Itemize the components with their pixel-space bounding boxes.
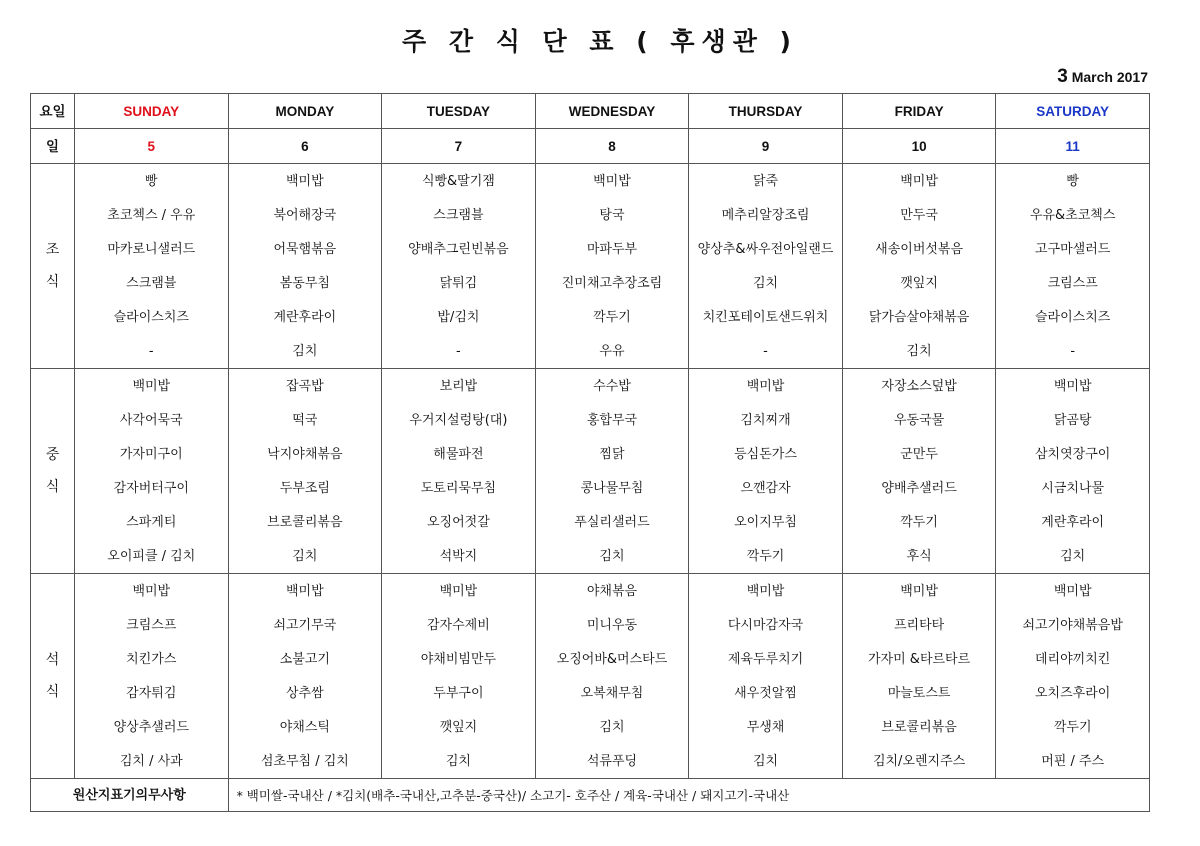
menu-cell: 백미밥 xyxy=(75,574,229,609)
menu-cell: 어묵햄볶음 xyxy=(228,232,382,266)
meal-label xyxy=(31,164,75,369)
date-cell: 9 xyxy=(689,129,843,164)
meal-block xyxy=(31,164,1150,369)
menu-cell: 깍두기 xyxy=(842,505,996,539)
menu-cell: 밥/김치 xyxy=(382,300,536,334)
menu-cell: 두부구이 xyxy=(382,676,536,710)
menu-cell: 으깬감자 xyxy=(689,471,843,505)
menu-cell: 식빵&딸기잼 xyxy=(382,164,536,199)
menu-cell: 우유&초코첵스 xyxy=(996,198,1150,232)
menu-cell: 치킨가스 xyxy=(75,642,229,676)
menu-cell: 마늘토스트 xyxy=(842,676,996,710)
meal-label-char: 식 xyxy=(45,684,60,700)
weekly-menu-table xyxy=(30,93,1150,812)
menu-cell: 낙지야채볶음 xyxy=(228,437,382,471)
menu-cell: 야채스틱 xyxy=(228,710,382,744)
menu-cell: - xyxy=(75,334,229,369)
menu-cell: 계란후라이 xyxy=(228,300,382,334)
menu-row xyxy=(31,608,1150,642)
menu-cell: 프리타타 xyxy=(842,608,996,642)
day-header-friday: FRIDAY xyxy=(842,94,996,129)
menu-cell: 북어해장국 xyxy=(228,198,382,232)
origin-text: * 백미쌀-국내산 / *김치(배추-국내산,고추분-중국산)/ 소고기- 호주산 / 계육-국내산 / 돼지고기-국내산 xyxy=(228,779,1149,812)
meal-label-char: 조 xyxy=(45,242,60,258)
day-header-monday: MONDAY xyxy=(228,94,382,129)
menu-row xyxy=(31,369,1150,404)
menu-cell: 푸실리샐러드 xyxy=(535,505,689,539)
menu-cell: 닭곰탕 xyxy=(996,403,1150,437)
date-cell: 5 xyxy=(75,129,229,164)
menu-cell: 떡국 xyxy=(228,403,382,437)
menu-cell: - xyxy=(996,334,1150,369)
menu-cell: 새송이버섯볶음 xyxy=(842,232,996,266)
date-row xyxy=(31,129,1150,164)
menu-cell: 사각어묵국 xyxy=(75,403,229,437)
menu-row xyxy=(31,300,1150,334)
menu-cell: 깍두기 xyxy=(996,710,1150,744)
menu-cell: 김치 xyxy=(689,744,843,779)
menu-cell: 무생채 xyxy=(689,710,843,744)
day-header-saturday: SATURDAY xyxy=(996,94,1150,129)
menu-cell: 쇠고기야채볶음밥 xyxy=(996,608,1150,642)
menu-cell: 백미밥 xyxy=(382,574,536,609)
menu-row xyxy=(31,403,1150,437)
menu-cell: 치킨포테이토샌드위치 xyxy=(689,300,843,334)
menu-cell: 양배추샐러드 xyxy=(842,471,996,505)
menu-cell: 양상추&싸우전아일랜드 xyxy=(689,232,843,266)
menu-cell: 백미밥 xyxy=(996,369,1150,404)
menu-cell: 깻잎지 xyxy=(382,710,536,744)
menu-cell: 야채볶음 xyxy=(535,574,689,609)
menu-row xyxy=(31,266,1150,300)
menu-cell: 오징어젓갈 xyxy=(382,505,536,539)
menu-cell: 김치/오렌지주스 xyxy=(842,744,996,779)
menu-cell: 미니우동 xyxy=(535,608,689,642)
menu-cell: 김치 xyxy=(996,539,1150,574)
menu-cell: 석박지 xyxy=(382,539,536,574)
menu-cell: 오징어바&머스타드 xyxy=(535,642,689,676)
menu-cell: 감자수제비 xyxy=(382,608,536,642)
day-header-thursday: THURSDAY xyxy=(689,94,843,129)
menu-cell: 등심돈가스 xyxy=(689,437,843,471)
meal-block xyxy=(31,369,1150,574)
menu-cell: 수수밥 xyxy=(535,369,689,404)
menu-cell: 백미밥 xyxy=(842,574,996,609)
day-header-sunday: SUNDAY xyxy=(75,94,229,129)
menu-cell: 진미채고추장조림 xyxy=(535,266,689,300)
menu-cell: 우거지설렁탕(대) xyxy=(382,403,536,437)
menu-row xyxy=(31,744,1150,779)
date-cell: 11 xyxy=(996,129,1150,164)
menu-cell: 해물파전 xyxy=(382,437,536,471)
date-cell: 7 xyxy=(382,129,536,164)
menu-cell: 백미밥 xyxy=(996,574,1150,609)
menu-cell: 브로콜리볶음 xyxy=(842,710,996,744)
menu-cell: - xyxy=(382,334,536,369)
menu-cell: 삼치엿장구이 xyxy=(996,437,1150,471)
meal-label xyxy=(31,574,75,779)
menu-cell: 김치찌개 xyxy=(689,403,843,437)
meal-label-char: 식 xyxy=(45,479,60,495)
day-header-row xyxy=(31,94,1150,129)
menu-cell: 찜닭 xyxy=(535,437,689,471)
menu-cell: 스파게티 xyxy=(75,505,229,539)
menu-row xyxy=(31,539,1150,574)
menu-cell: 오이피클 / 김치 xyxy=(75,539,229,574)
menu-row xyxy=(31,334,1150,369)
meal-label-char: 식 xyxy=(45,274,60,290)
menu-cell: 빵 xyxy=(996,164,1150,199)
date-row-label: 일 xyxy=(31,129,75,164)
menu-cell: 닭튀김 xyxy=(382,266,536,300)
menu-cell: 백미밥 xyxy=(228,574,382,609)
menu-cell: 오치즈후라이 xyxy=(996,676,1150,710)
menu-cell: 백미밥 xyxy=(228,164,382,199)
date-month-year: March 2017 xyxy=(1071,69,1148,85)
meal-label xyxy=(31,369,75,574)
menu-cell: 크림스프 xyxy=(996,266,1150,300)
menu-cell: 쇠고기무국 xyxy=(228,608,382,642)
menu-row xyxy=(31,676,1150,710)
menu-cell: 브로콜리볶음 xyxy=(228,505,382,539)
menu-cell: 슬라이스치즈 xyxy=(996,300,1150,334)
menu-cell: 백미밥 xyxy=(842,164,996,199)
menu-cell: 감자튀김 xyxy=(75,676,229,710)
menu-row xyxy=(31,471,1150,505)
menu-cell: 김치 xyxy=(228,334,382,369)
menu-cell: 김치 xyxy=(382,744,536,779)
menu-row xyxy=(31,198,1150,232)
menu-cell: 섬초무침 / 김치 xyxy=(228,744,382,779)
menu-cell: 자장소스덮밥 xyxy=(842,369,996,404)
menu-cell: 새우젓알찜 xyxy=(689,676,843,710)
page-title: 주 간 식 단 표 ( 후생관 ) xyxy=(402,27,798,56)
menu-cell: 후식 xyxy=(842,539,996,574)
menu-cell: 다시마감자국 xyxy=(689,608,843,642)
menu-cell: 마카로니샐러드 xyxy=(75,232,229,266)
menu-cell: 홍합무국 xyxy=(535,403,689,437)
day-header-label: 요일 xyxy=(31,94,75,129)
menu-cell: 두부조림 xyxy=(228,471,382,505)
menu-cell: 양상추샐러드 xyxy=(75,710,229,744)
menu-row xyxy=(31,232,1150,266)
meal-label-char: 석 xyxy=(45,652,60,668)
menu-cell: 군만두 xyxy=(842,437,996,471)
menu-cell: 백미밥 xyxy=(75,369,229,404)
menu-cell: 김치 xyxy=(689,266,843,300)
menu-cell: 석류푸딩 xyxy=(535,744,689,779)
menu-date xyxy=(1057,66,1148,88)
menu-cell: 깍두기 xyxy=(689,539,843,574)
date-cell: 6 xyxy=(228,129,382,164)
menu-row xyxy=(31,710,1150,744)
menu-cell: 콩나물무침 xyxy=(535,471,689,505)
meal-label-char: 중 xyxy=(45,447,60,463)
menu-cell: 크림스프 xyxy=(75,608,229,642)
menu-cell: 계란후라이 xyxy=(996,505,1150,539)
menu-cell: 메추리알장조림 xyxy=(689,198,843,232)
menu-cell: 닭가슴살야채볶음 xyxy=(842,300,996,334)
menu-cell: 우동국물 xyxy=(842,403,996,437)
menu-cell: 데리야끼치킨 xyxy=(996,642,1150,676)
menu-cell: 소불고기 xyxy=(228,642,382,676)
menu-cell: 김치 xyxy=(535,710,689,744)
menu-cell: 백미밥 xyxy=(689,369,843,404)
menu-cell: 만두국 xyxy=(842,198,996,232)
menu-row xyxy=(31,505,1150,539)
menu-cell: 야채비빔만두 xyxy=(382,642,536,676)
menu-cell: 오복채무침 xyxy=(535,676,689,710)
menu-row xyxy=(31,642,1150,676)
menu-cell: - xyxy=(689,334,843,369)
menu-cell: 김치 xyxy=(228,539,382,574)
menu-cell: 봄동무침 xyxy=(228,266,382,300)
menu-row xyxy=(31,574,1150,609)
menu-cell: 우유 xyxy=(535,334,689,369)
menu-cell: 머핀 / 주스 xyxy=(996,744,1150,779)
menu-cell: 백미밥 xyxy=(535,164,689,199)
menu-cell: 초코첵스 / 우유 xyxy=(75,198,229,232)
day-header-tuesday: TUESDAY xyxy=(382,94,536,129)
menu-cell: 김치 xyxy=(842,334,996,369)
footer-block xyxy=(31,779,1150,812)
menu-cell: 시금치나물 xyxy=(996,471,1150,505)
menu-cell: 양배추그린빈볶음 xyxy=(382,232,536,266)
origin-label: 원산지표기의무사항 xyxy=(31,779,229,812)
menu-cell: 가자미 &타르타르 xyxy=(842,642,996,676)
menu-cell: 김치 / 사과 xyxy=(75,744,229,779)
menu-cell: 슬라이스치즈 xyxy=(75,300,229,334)
menu-cell: 도토리묵무침 xyxy=(382,471,536,505)
date-cell: 10 xyxy=(842,129,996,164)
menu-cell: 김치 xyxy=(535,539,689,574)
menu-row xyxy=(31,164,1150,199)
menu-cell: 제육두루치기 xyxy=(689,642,843,676)
menu-cell: 닭죽 xyxy=(689,164,843,199)
menu-cell: 잡곡밥 xyxy=(228,369,382,404)
menu-row xyxy=(31,437,1150,471)
menu-cell: 빵 xyxy=(75,164,229,199)
meal-block xyxy=(31,574,1150,779)
menu-cell: 스크램블 xyxy=(382,198,536,232)
menu-cell: 오이지무침 xyxy=(689,505,843,539)
menu-cell: 마파두부 xyxy=(535,232,689,266)
menu-cell: 백미밥 xyxy=(689,574,843,609)
menu-cell: 깻잎지 xyxy=(842,266,996,300)
menu-cell: 감자버터구이 xyxy=(75,471,229,505)
menu-cell: 깍두기 xyxy=(535,300,689,334)
date-day: 3 xyxy=(1057,66,1068,87)
menu-cell: 탕국 xyxy=(535,198,689,232)
menu-cell: 가자미구이 xyxy=(75,437,229,471)
menu-cell: 고구마샐러드 xyxy=(996,232,1150,266)
date-cell: 8 xyxy=(535,129,689,164)
menu-cell: 보리밥 xyxy=(382,369,536,404)
footer-row xyxy=(31,779,1150,812)
menu-cell: 상추쌈 xyxy=(228,676,382,710)
menu-cell: 스크램블 xyxy=(75,266,229,300)
day-header-wednesday: WEDNESDAY xyxy=(535,94,689,129)
